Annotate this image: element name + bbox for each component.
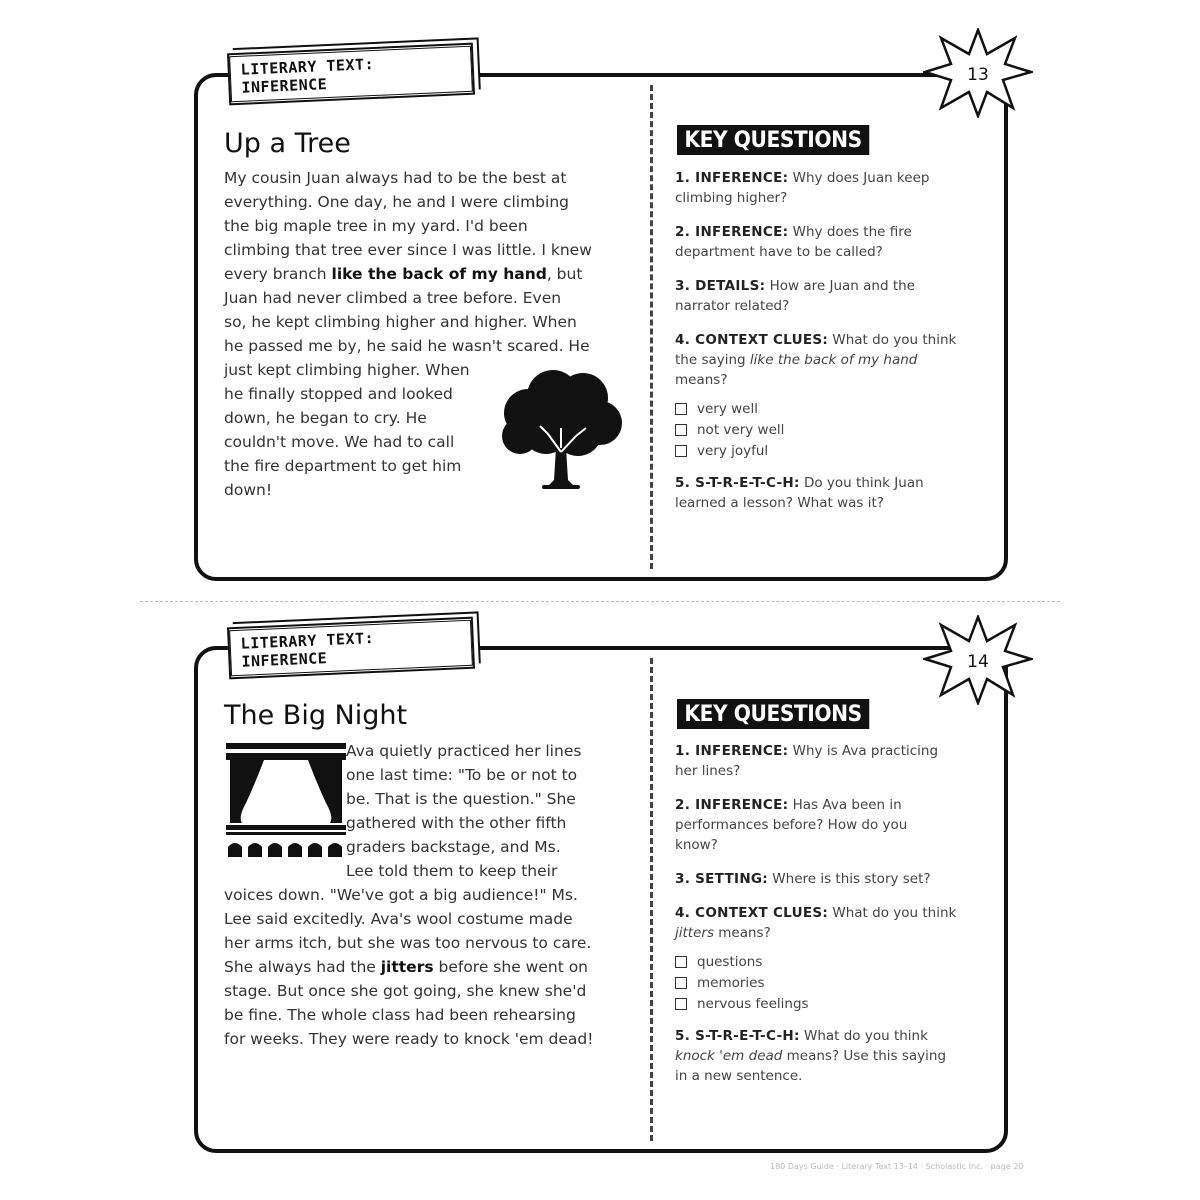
question-phrase: jitters	[675, 925, 714, 941]
question-label: 5. S-T-R-E-T-C-H:	[675, 1028, 800, 1044]
checkbox[interactable]	[675, 403, 687, 415]
card-divider	[650, 658, 653, 1141]
card-number: 14	[967, 652, 989, 672]
vocab-word: jitters	[380, 958, 434, 976]
story-text	[224, 739, 593, 1051]
story-line: gathered with the other fifth	[346, 814, 567, 832]
card-number-burst	[923, 615, 1033, 705]
questions-list	[675, 741, 995, 1100]
option-label: very well	[697, 400, 758, 417]
option-label: memories	[697, 974, 765, 991]
question-text: know?	[675, 837, 718, 853]
question-3	[675, 869, 995, 889]
option-row[interactable]	[675, 440, 995, 461]
story-line: Lee told them to keep their	[346, 862, 558, 880]
story-title: Up a Tree	[224, 128, 351, 159]
story-line: graders backstage, and Ms.	[346, 838, 561, 856]
card-number-burst	[923, 28, 1033, 118]
question-text: What do you think	[828, 905, 957, 921]
option-label: not very well	[697, 421, 785, 438]
story-line: so, he kept climbing higher and higher. When	[224, 313, 577, 331]
question-text: Why does Juan keep	[788, 170, 930, 186]
question-1	[675, 168, 995, 208]
question-2	[675, 222, 995, 262]
question-1	[675, 741, 995, 781]
tree-icon	[498, 368, 624, 493]
story-line: voices down. "We've got a big audience!" Ms.	[224, 886, 578, 904]
story-fragment: She always had the	[224, 958, 381, 976]
question-text: means?	[675, 372, 728, 388]
story-line: one last time: "To be or not to	[346, 766, 578, 784]
question-label: 5. S-T-R-E-T-C-H:	[675, 475, 800, 491]
question-text: in a new sentence.	[675, 1068, 803, 1084]
question-label: 3. DETAILS:	[675, 278, 766, 294]
card-number: 13	[967, 65, 989, 85]
story-line	[224, 262, 592, 286]
question-text: department have to be called?	[675, 244, 883, 260]
story-fragment: every branch	[224, 265, 332, 283]
story-line: the fire department to get him	[224, 457, 462, 475]
story-line: the big maple tree in my yard. I'd been	[224, 217, 528, 235]
story-line: Ava quietly practiced her lines	[346, 742, 582, 760]
story-line: everything. One day, he and I were climbing	[224, 193, 569, 211]
story-line: be fine. The whole class had been rehearsing	[224, 1006, 576, 1024]
question-text: Has Ava been in	[788, 797, 902, 813]
question-text: learned a lesson? What was it?	[675, 495, 884, 511]
story-line: climbing that tree ever since I was little. I knew	[224, 241, 592, 259]
story-line: Lee said excitedly. Ava's wool costume made	[224, 910, 573, 928]
story-fragment: , but	[546, 265, 583, 283]
story-line: he passed me by, he said he wasn't scared. He	[224, 337, 590, 355]
question-text: Where is this story set?	[768, 871, 931, 887]
answer-options	[675, 951, 995, 1014]
question-2	[675, 795, 995, 855]
story-line: be. That is the question." She	[346, 790, 576, 808]
question-4	[675, 903, 995, 943]
story-line: down!	[224, 481, 273, 499]
option-label: very joyful	[697, 442, 769, 459]
option-row[interactable]	[675, 993, 995, 1014]
question-text: Why does the fire	[788, 224, 912, 240]
category-banner	[227, 617, 475, 680]
checkbox[interactable]	[675, 424, 687, 436]
option-row[interactable]	[675, 951, 995, 972]
questions-list	[675, 168, 995, 527]
question-4	[675, 330, 995, 390]
option-row[interactable]	[675, 419, 995, 440]
category-label: LITERARY TEXT: INFERENCE	[229, 46, 473, 103]
answer-options	[675, 398, 995, 461]
option-row[interactable]	[675, 398, 995, 419]
question-5	[675, 473, 995, 513]
story-line: Juan had never climbed a tree before. Even	[224, 289, 562, 307]
story-line: couldn't move. We had to call	[224, 433, 455, 451]
checkbox[interactable]	[675, 977, 687, 989]
category-banner	[227, 43, 475, 106]
question-text: Do you think Juan	[799, 475, 924, 491]
question-phrase: knock 'em dead	[675, 1048, 783, 1064]
option-label: nervous feelings	[697, 995, 809, 1012]
category-label: LITERARY TEXT: INFERENCE	[229, 620, 473, 677]
question-5	[675, 1026, 995, 1086]
key-questions-heading: KEY QUESTIONS	[677, 125, 869, 155]
checkbox[interactable]	[675, 445, 687, 457]
question-text: What do you think	[799, 1028, 928, 1044]
story-line: My cousin Juan always had to be the best at	[224, 169, 567, 187]
page-footer: 180 Days Guide · Literary Text 13–14 · Scholastic Inc. · page 20	[770, 1162, 1024, 1171]
question-text: Why is Ava practicing	[788, 743, 939, 759]
key-questions-heading: KEY QUESTIONS	[677, 699, 869, 729]
question-text: climbing higher?	[675, 190, 788, 206]
story-title: The Big Night	[224, 700, 408, 731]
story-line	[224, 955, 593, 979]
question-text: means? Use this saying	[782, 1048, 947, 1064]
checkbox[interactable]	[675, 998, 687, 1010]
story-line: her arms itch, but she was too nervous to care.	[224, 934, 592, 952]
question-text: her lines?	[675, 763, 741, 779]
option-row[interactable]	[675, 972, 995, 993]
question-text: How are Juan and the	[765, 278, 915, 294]
option-label: questions	[697, 953, 763, 970]
question-label: 1. INFERENCE:	[675, 170, 789, 186]
question-label: 3. SETTING:	[675, 871, 768, 887]
card-divider	[650, 85, 653, 569]
story-line: he finally stopped and looked	[224, 385, 453, 403]
vocab-phrase: like the back of my hand	[331, 265, 547, 283]
story-line: for weeks. They were ready to knock 'em dead!	[224, 1030, 594, 1048]
question-3	[675, 276, 995, 316]
question-phrase: like the back of my hand	[749, 352, 918, 368]
question-label: 4. CONTEXT CLUES:	[675, 905, 829, 921]
story-line: down, he began to cry. He	[224, 409, 427, 427]
story-line: stage. But once she got going, she knew she'd	[224, 982, 587, 1000]
question-text: means?	[713, 925, 771, 941]
question-text: narrator related?	[675, 298, 790, 314]
question-text: performances before? How do you	[675, 817, 908, 833]
question-text: What do you think	[828, 332, 957, 348]
cut-line	[140, 601, 1060, 602]
question-label: 4. CONTEXT CLUES:	[675, 332, 829, 348]
story-line: just kept climbing higher. When	[224, 361, 470, 379]
checkbox[interactable]	[675, 956, 687, 968]
question-label: 1. INFERENCE:	[675, 743, 789, 759]
question-label: 2. INFERENCE:	[675, 797, 789, 813]
question-label: 2. INFERENCE:	[675, 224, 789, 240]
story-fragment: before she went on	[433, 958, 589, 976]
question-text: the saying	[675, 352, 750, 368]
